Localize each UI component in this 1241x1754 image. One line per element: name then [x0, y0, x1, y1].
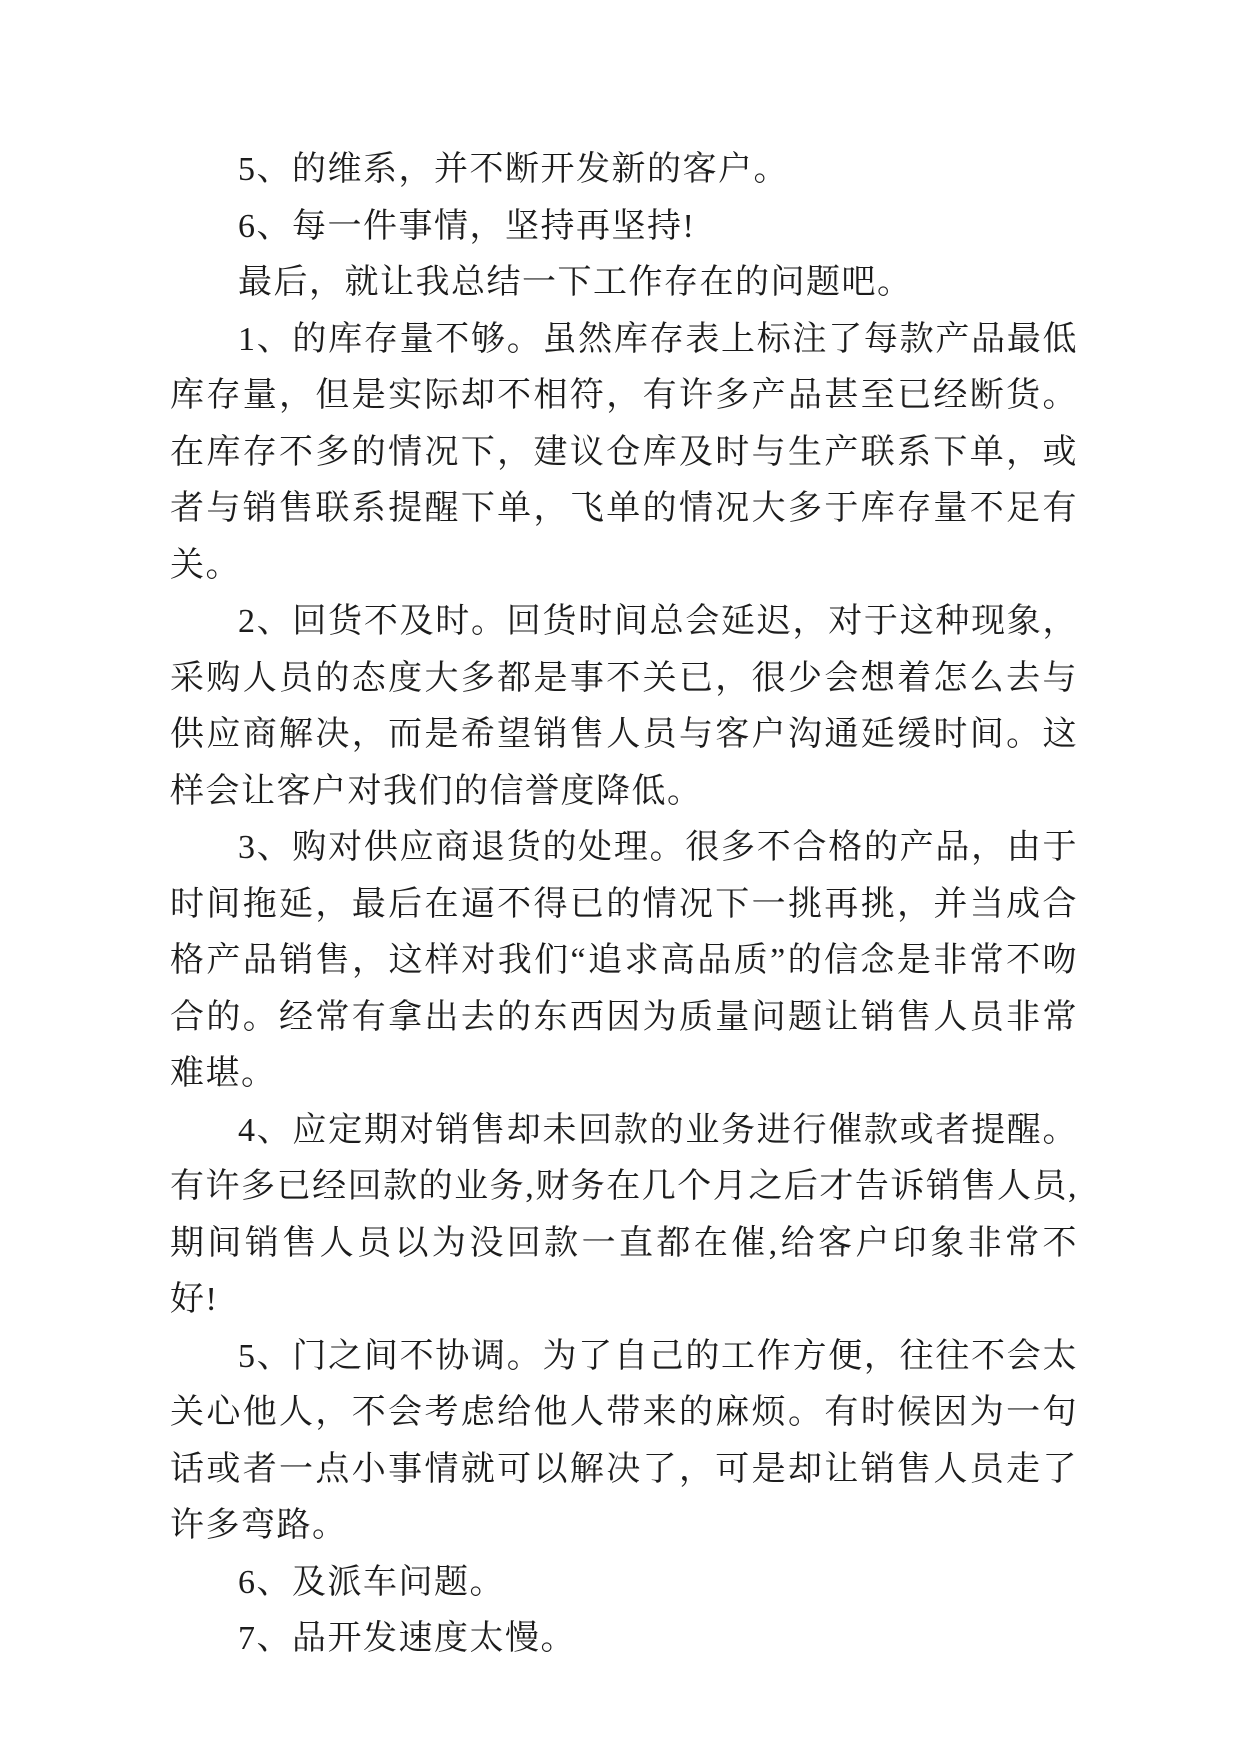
paragraph-problem-6-dispatch: 6、及派车问题。	[238, 1563, 505, 1601]
paragraph-item-6-persist: 6、每一件事情，坚持再坚持!	[238, 207, 696, 245]
text-body	[170, 142, 1078, 1668]
paragraph-problem-1-inventory: 1、的库存量不够。虽然库存表上标注了每款产品最低库存量，但是实际却不相符，有许多产品甚至已经断货。在库存不多的情况下，建议仓库及时与生产联系下单，或者与销售联系提醒下单，飞单的情况大多于库存量不足有关。	[170, 320, 1078, 584]
paragraph-item-5-customers: 5、的维系，并不断开发新的客户。	[238, 151, 789, 188]
paragraph-problem-5-coordination: 5、门之间不协调。为了自己的工作方便，往往不会太关心他人，不会考虑给他人带来的麻烦。有时候因为一句话或者一点小事情就可以解决了，可是却让销售人员走了许多弯路。	[170, 1337, 1078, 1544]
paragraph-problem-4-payment-reminder: 4、应定期对销售却未回款的业务进行催款或者提醒。有许多已经回款的业务,财务在几个月之后才告诉销售人员,期间销售人员以为没回款一直都在催,给客户印象非常不好!	[170, 1111, 1078, 1318]
paragraph-problem-3-supplier-returns: 3、购对供应商退货的处理。很多不合格的产品，由于时间拖延，最后在逼不得已的情况下一挑再挑，并当成合格产品销售，这样对我们“追求高品质”的信念是非常不吻合的。经常有拿出去的东西因为质量问题让销售人员非常难堪。	[170, 829, 1078, 1092]
paragraph-problem-2-returns-delay: 2、回货不及时。回货时间总会延迟，对于这种现象，采购人员的态度大多都是事不关已，很少会想着怎么去与供应商解决，而是希望销售人员与客户沟通延缓时间。这样会让客户对我们的信誉度降低。	[170, 603, 1078, 810]
paragraph-summary-intro: 最后，就让我总结一下工作存在的问题吧。	[238, 264, 913, 301]
paragraph-problem-7-development-speed: 7、品开发速度太慢。	[238, 1620, 576, 1657]
